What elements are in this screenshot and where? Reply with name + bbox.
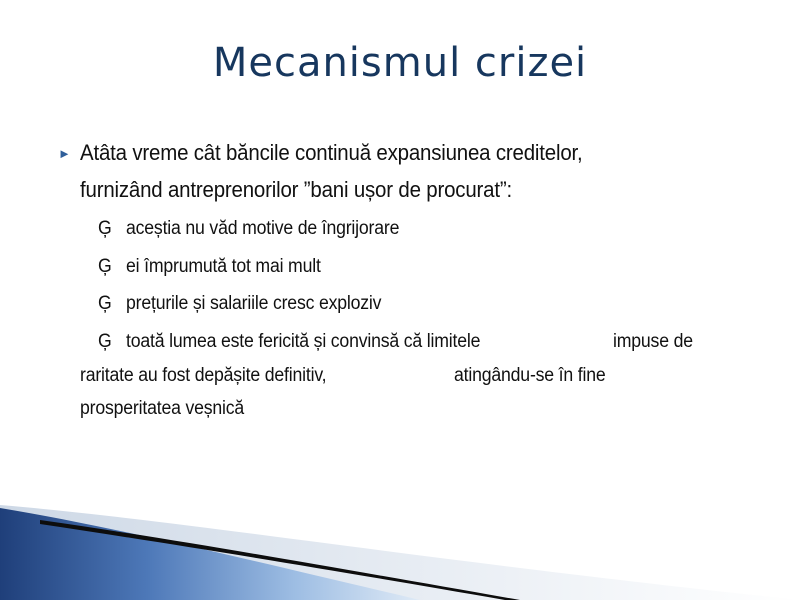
sub-bullet-marker: Ģ — [98, 331, 112, 352]
sub-item-4-line-2a: raritate au fost depășite definitiv, — [80, 365, 327, 386]
slide-title: Mecanismul crizei — [212, 40, 588, 86]
sub-bullet-marker: Ģ — [98, 293, 112, 314]
sub-item-4-line-1b: impuse de — [613, 331, 693, 352]
triangle-bullet-icon: ► — [58, 146, 71, 161]
sub-item-4-line-1a: toată lumea este fericită și convinsă că limitele — [126, 331, 481, 352]
sub-item-3: prețurile și salariile cresc exploziv — [126, 293, 382, 314]
sub-bullet-marker: Ģ — [98, 218, 112, 239]
sub-bullet-marker: Ģ — [98, 256, 112, 277]
sub-item-4-line-2b: atingându-se în fine — [454, 365, 606, 386]
main-bullet-line-2: furnizând antreprenorilor ”bani ușor de procurat”: — [80, 177, 512, 202]
main-bullet-line-1: Atâta vreme cât băncile continuă expansiunea creditelor, — [80, 140, 583, 165]
sub-item-1: aceștia nu văd motive de îngrijorare — [126, 218, 400, 239]
sub-item-4-line-3: prosperitatea veșnică — [80, 398, 245, 419]
sub-item-2: ei împrumută tot mai mult — [126, 256, 321, 277]
